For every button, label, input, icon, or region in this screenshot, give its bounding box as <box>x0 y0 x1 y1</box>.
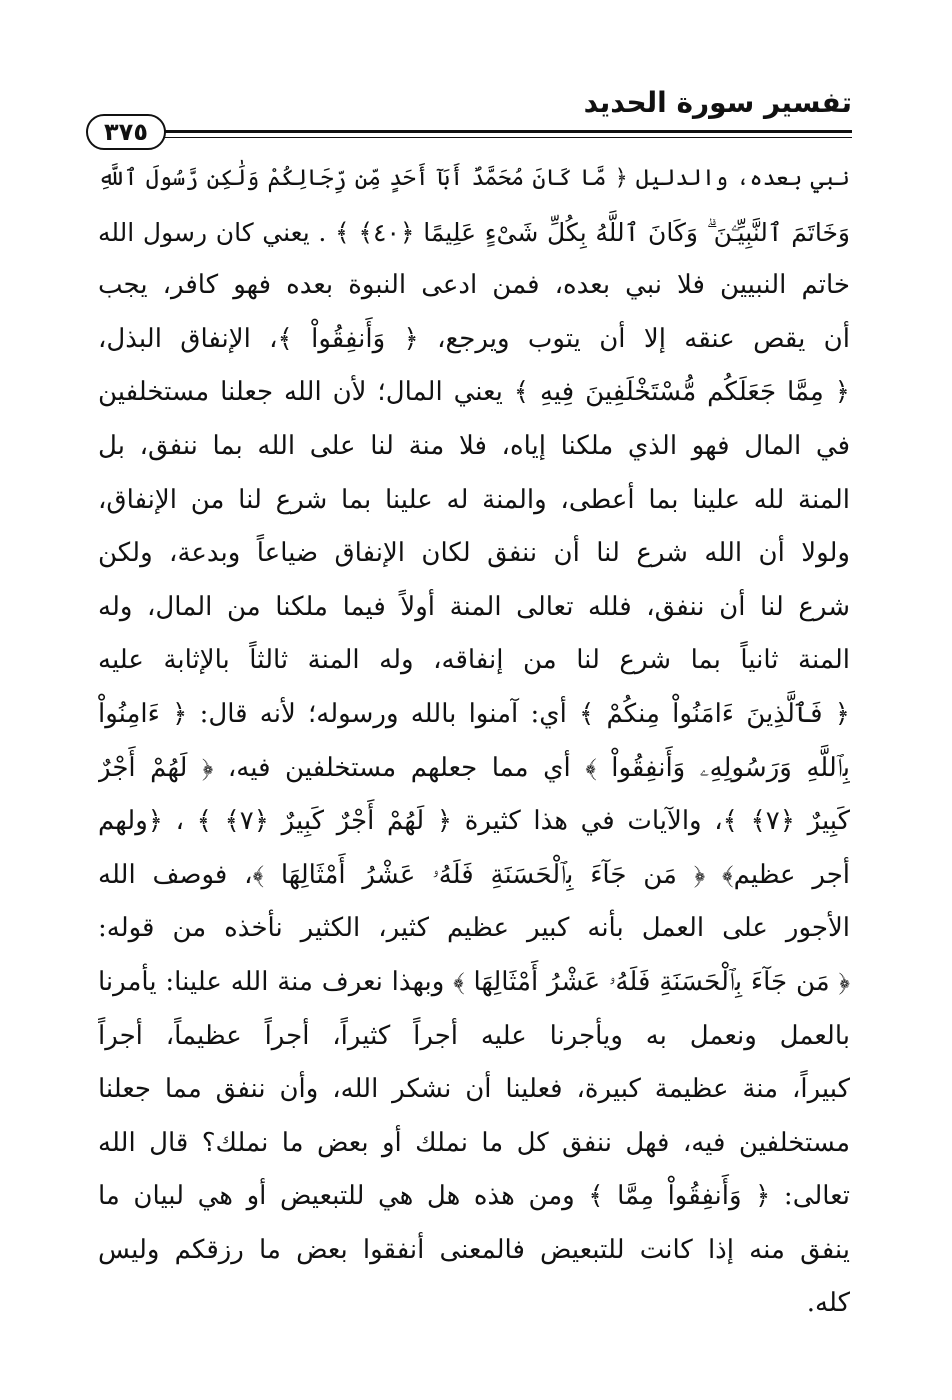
text-line-10: المنة ثانياً بما شرع لنا من إنفاقه، وله المنة ثالثاً بالإثابة عليه <box>98 645 850 676</box>
text-line-21: ينفق منه إذا كانت للتبعيض فالمعنى أنفقوا بعض ما رزقكم وليس <box>98 1234 850 1265</box>
text-line-6: في المال فهو الذي ملكنا إياه، فلا منة لنا على الله بما ننفق، بل <box>98 430 850 461</box>
text-line-17: بالعمل ونعمل به ويأجرنا عليه أجراً كثيراً، أجراً عظيماً، أجراً <box>98 1020 850 1051</box>
page-number-badge <box>86 114 166 150</box>
page-number: ٣٧٥ <box>104 118 148 146</box>
text-line-14: أجر عظيم﴾ ﴿ مَن جَآءَ بِٱلْحَسَنَةِ فَلَهُۥ عَشْرُ أَمْثَالِهَا ﴾، فوصف الله <box>98 859 850 890</box>
text-line-4: أن يقص عنقه إلا أن يتوب ويرجع، ﴿ وَأَنفِقُواْ ﴾، الإنفاق البذل، <box>98 323 850 354</box>
text-line-3: خاتم النبيين فلا نبي بعده، فمن ادعى النبوة بعده فهو كافر، يجب <box>98 270 850 301</box>
text-line-19: مستخلفين فيه، فهل ننفق كل ما نملك أو بعض ما نملك؟ قال الله <box>98 1127 850 1158</box>
text-line-20: تعالى: ﴿ وَأَنفِقُواْ مِمَّا ﴾ ومن هذه هل هي للتبعيض أو هي لبيان ما <box>98 1181 850 1212</box>
text-line-12: بِٱللَّهِ وَرَسُولِهِۦ وَأَنفِقُواْ ﴾ أي مما جعلهم مستخلفين فيه، ﴿ لَهُمْ أَجْرٌ <box>98 752 850 783</box>
text-line-1: نبي بعده، والدليل ﴿ مَّا كَانَ مُحَمَّدٌ أَبَآ أَحَدٍ مِّن رِّجَالِكُمْ وَلَٰكِن رَّسُولَ ٱللَّهِ <box>98 165 850 191</box>
running-title: تفسير سورة الحديد <box>583 86 852 119</box>
text-line-8: ولولا أن الله شرع لنا أن ننفق لكان الإنفاق ضياعاً وبدعة، ولكن <box>98 538 850 569</box>
text-line-11: ﴿ فَٱلَّذِينَ ءَامَنُواْ مِنكُمْ ﴾ أي: آمنوا بالله ورسوله؛ لأنه قال: ﴿ ءَامِنُواْ <box>98 698 850 729</box>
text-line-16: ﴿ مَن جَآءَ بِٱلْحَسَنَةِ فَلَهُۥ عَشْرُ أَمْثَالِهَا ﴾ وبهذا نعرف منة الله علينا: يأمرنا <box>98 966 850 997</box>
text-line-9: شرع لنا أن ننفق، فلله تعالى المنة أولاً فيما ملكنا من المال، وله <box>98 591 850 622</box>
header-rule-thick <box>160 130 852 133</box>
text-line-18: كبيراً، منة عظيمة كبيرة، فعلينا أن نشكر الله، وأن ننفق مما جعلنا <box>98 1074 850 1105</box>
text-line-2: وَخَاتَمَ ٱلنَّبِيِّـۧنَ ۗ وَكَانَ ٱللَّهُ بِكُلِّ شَىْءٍ عَلِيمًا ﴿٤٠﴾ ﴾ . يعني كان رسول الله <box>98 217 850 247</box>
text-line-13: كَبِيرٌ ﴿٧﴾ ﴾، والآيات في هذا كثيرة ﴿ لَهُمْ أَجْرٌ كَبِيرٌ ﴿٧﴾ ﴾ ، ﴿ولهم <box>98 806 850 837</box>
text-line-22: كله. <box>806 1288 850 1319</box>
body-text <box>98 152 850 1331</box>
text-line-7: المنة لله علينا بما أعطى، والمنة له علينا بما شرع لنا من الإنفاق، <box>98 484 850 515</box>
text-line-5: ﴿ مِمَّا جَعَلَكُم مُّسْتَخْلَفِينَ فِيهِ ﴾ يعني المال؛ لأن الله جعلنا مستخلفين <box>98 377 850 408</box>
header-rule-thin <box>160 137 852 138</box>
text-line-15: الأجور على العمل بأنه كبير عظيم كثير، الكثير نأخذه من قوله: <box>98 913 850 944</box>
